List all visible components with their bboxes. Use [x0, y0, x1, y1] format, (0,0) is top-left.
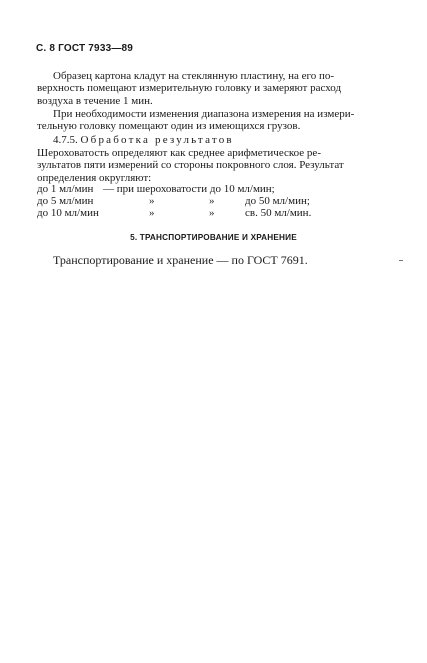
paragraph-roughness [37, 147, 408, 184]
page-header: С. 8 ГОСТ 7933—89 [36, 43, 134, 54]
text-line: воздуха в течение 1 мин. [37, 94, 153, 107]
paragraph-range-change [37, 108, 408, 133]
subsection-heading [53, 134, 408, 146]
text-line: При необходимости изменения диапазона измерения на измери- [53, 108, 355, 120]
paragraph-sample-placement [37, 70, 408, 107]
rounding-range: до 10 мл/мин [37, 207, 99, 219]
text-line: зультатов пяти измерений со стороны покровного слоя. Результат [37, 159, 344, 172]
ditto-mark: » [209, 195, 215, 207]
ditto-mark: » [149, 207, 155, 219]
subsection-number: 4.7.5. [53, 134, 78, 146]
scan-mark [399, 260, 403, 261]
rounding-row [37, 207, 408, 219]
text-line: тельную головку помещают один из имеющихся грузов. [37, 120, 301, 133]
rounding-result: св. 50 мл/мин. [245, 207, 312, 219]
text-line: Образец картона кладут на стеклянную пластину, на его по- [53, 70, 335, 82]
rounding-row [37, 195, 408, 207]
rounding-row [37, 183, 408, 195]
ditto-mark: » [209, 207, 215, 219]
rounding-range: до 5 мл/мин [37, 195, 94, 207]
ditto-mark: » [149, 195, 155, 207]
text-line: Шероховатость определяют как среднее арифметическое ре- [37, 147, 321, 159]
text-line: верхность помещают измерительную головку и замеряют расход [37, 82, 342, 95]
rounding-range: до 1 мл/мин [37, 183, 94, 195]
text-line: определения округляют: [37, 171, 152, 184]
rounding-condition: — при шероховатости до 10 мл/мин; [103, 183, 275, 195]
subsection-title: Обработка результатов [80, 134, 234, 146]
transport-storage-text: Транспортирование и хранение — по ГОСТ 7691. [53, 253, 308, 267]
section-heading: 5. ТРАНСПОРТИРОВАНИЕ И ХРАНЕНИЕ [130, 233, 297, 242]
rounding-result: до 50 мл/мин; [245, 195, 310, 207]
